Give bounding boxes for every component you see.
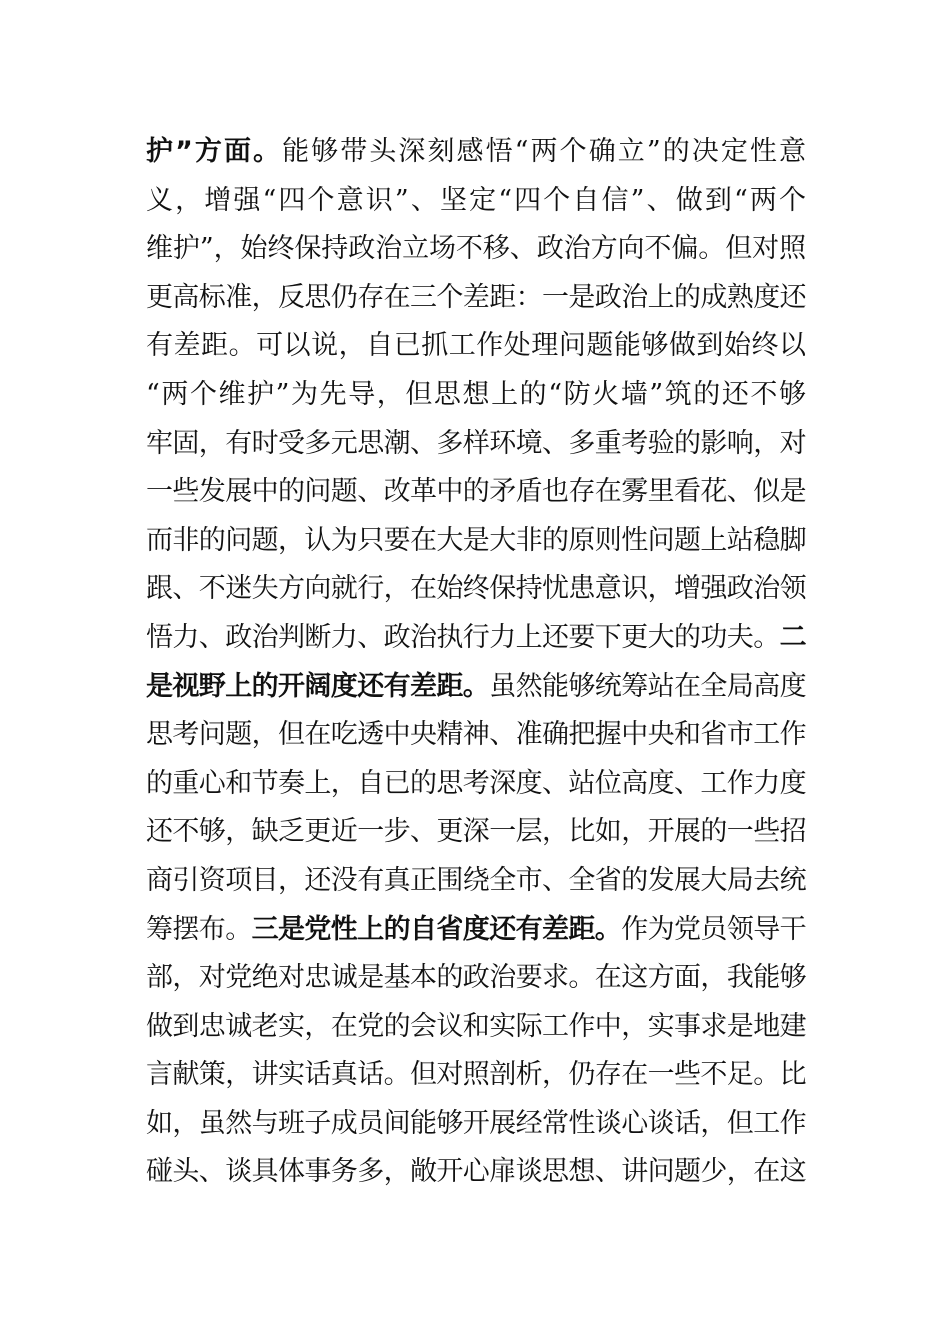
- bold-text-segment: 三是党性上的自省度还有差距。: [251, 913, 622, 945]
- text-segment: 维护”，始终保持政治立场不移、政治方向不偏。但对照: [146, 233, 806, 265]
- text-segment: 还不够，缺乏更近一步、更深一层，比如，开展的一些招: [146, 816, 806, 848]
- text-segment: 部，对党绝对忠诚是基本的政治要求。在这方面，我能够: [146, 962, 806, 994]
- text-segment: 牢固，有时受多元思潮、多样环境、多重考验的影响，对: [146, 427, 806, 459]
- text-segment: 能够带头深刻感悟“两个确立”的决定性意: [282, 136, 806, 167]
- bold-text-segment: 二: [779, 621, 806, 653]
- text-segment: 言献策，讲实话真话。但对照剖析，仍存在一些不足。比: [146, 1059, 806, 1091]
- text-segment: 商引资项目，还没有真正围绕全市、全省的发展大局去统: [146, 864, 806, 896]
- text-line: [146, 614, 806, 663]
- text-segment: 的重心和节奏上，自已的思考深度、站位高度、工作力度: [146, 767, 806, 799]
- text-segment: 有差距。可以说，自已抓工作处理问题能够做到始终以: [146, 330, 806, 362]
- text-line: [146, 663, 806, 712]
- text-line: [146, 517, 806, 566]
- bold-text-segment: 护”方面。: [146, 136, 283, 167]
- text-line: [146, 1051, 806, 1100]
- text-segment: “两个维护”为先导，但思想上的“防火墙”筑的还不够: [146, 378, 806, 410]
- text-segment: 做到忠诚老实，在党的会议和实际工作中，实事求是地建: [146, 1010, 806, 1042]
- text-line: [146, 274, 806, 323]
- text-segment: 筹摆布。: [146, 913, 252, 945]
- text-segment: 悟力、政治判断力、政治执行力上还要下更大的功夫。: [146, 621, 780, 653]
- text-line: [146, 711, 806, 760]
- text-segment: 跟、不迷失方向就行，在始终保持忧患意识，增强政治领: [146, 573, 806, 605]
- text-segment: 作为党员领导干: [621, 913, 806, 945]
- text-line: [146, 177, 806, 226]
- text-segment: 一些发展中的问题、改革中的矛盾也存在雾里看花、似是: [146, 476, 806, 508]
- text-line: [146, 565, 806, 614]
- text-line: [146, 808, 806, 857]
- text-segment: 而非的问题，认为只要在大是大非的原则性问题上站稳脚: [146, 524, 806, 556]
- text-segment: 更高标准，反思仍存在三个差距：一是政治上的成熟度还: [146, 281, 806, 313]
- text-segment: 如，虽然与班子成员间能够开展经常性谈心谈话，但工作: [146, 1107, 806, 1139]
- text-line: [146, 128, 806, 177]
- text-line: [146, 1100, 806, 1149]
- text-segment: 义，增强“四个意识”、坚定“四个自信”、做到“两个: [146, 184, 806, 216]
- text-line: [146, 225, 806, 274]
- text-segment: 思考问题，但在吃透中央精神、准确把握中央和省市工作: [146, 719, 806, 751]
- text-line: [146, 857, 806, 906]
- body-text: [146, 128, 806, 1197]
- text-line: [146, 760, 806, 809]
- text-line: [146, 906, 806, 955]
- bold-text-segment: 是视野上的开阔度还有差距。: [146, 670, 490, 702]
- text-line: [146, 1148, 806, 1197]
- text-line: [146, 322, 806, 371]
- text-segment: 碰头、谈具体事务多，敞开心扉谈思想、讲问题少，在这: [146, 1156, 806, 1188]
- text-line: [146, 468, 806, 517]
- text-line: [146, 420, 806, 469]
- text-line: [146, 954, 806, 1003]
- text-line: [146, 371, 806, 420]
- text-line: [146, 1003, 806, 1052]
- text-segment: 虽然能够统筹站在全局高度: [489, 670, 806, 702]
